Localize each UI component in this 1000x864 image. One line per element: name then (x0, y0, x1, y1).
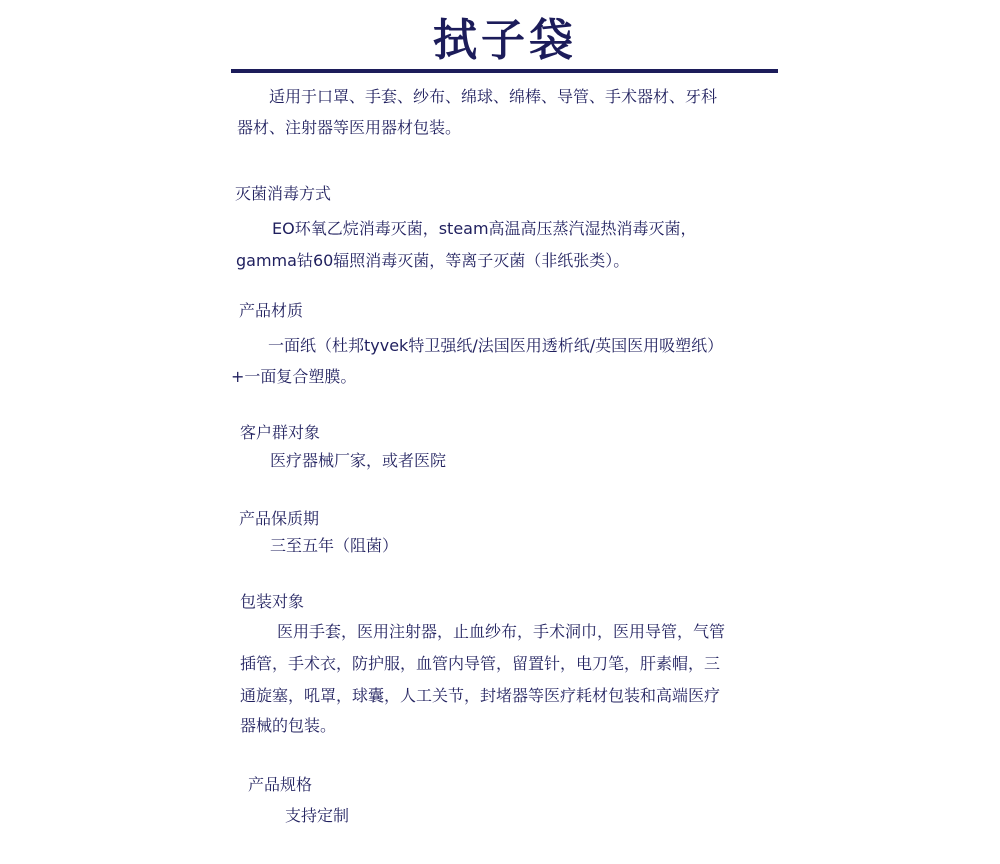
packaging-line-3: 通旋塞，吼罩，球囊，人工关节，封堵器等医疗耗材包装和高端医疗 (240, 686, 721, 705)
sterilization-line-2: gamma钴60辐照消毒灭菌，等离子灭菌（非纸张类）。 (236, 251, 630, 270)
title-underline (231, 69, 778, 73)
packaging-line-1: 医用手套，医用注射器，止血纱布，手术洞巾，医用导管，气管 (277, 622, 726, 641)
spec-heading: 产品规格 (248, 775, 313, 794)
sterilization-heading: 灭菌消毒方式 (235, 184, 332, 203)
material-line-1: 一面纸（杜邦tyvek特卫强纸/法国医用透析纸/英国医用吸塑纸） (268, 336, 724, 355)
customers-heading: 客户群对象 (240, 423, 321, 442)
packaging-line-2: 插管，手术衣，防护服，血管内导管，留置针，电刀笔，肝素帽，三 (240, 654, 721, 673)
material-heading: 产品材质 (239, 301, 304, 320)
intro-line-2: 器材、注射器等医用器材包装。 (237, 118, 462, 137)
shelf-life-line-1: 三至五年（阻菌） (270, 536, 399, 555)
spec-line-1: 支持定制 (285, 806, 350, 825)
sterilization-line-1: EO环氧乙烷消毒灭菌，steam高温高压蒸汽湿热消毒灭菌， (272, 219, 697, 238)
packaging-heading: 包装对象 (240, 592, 305, 611)
material-line-2: +一面复合塑膜。 (231, 367, 357, 386)
page-title: 拭子袋 (433, 15, 577, 66)
customers-line-1: 医疗器械厂家，或者医院 (270, 451, 447, 470)
packaging-line-4: 器械的包装。 (240, 716, 337, 735)
intro-line-1: 适用于口罩、手套、纱布、绵球、绵棒、导管、手术器材、牙科 (269, 87, 718, 106)
shelf-life-heading: 产品保质期 (239, 509, 320, 528)
